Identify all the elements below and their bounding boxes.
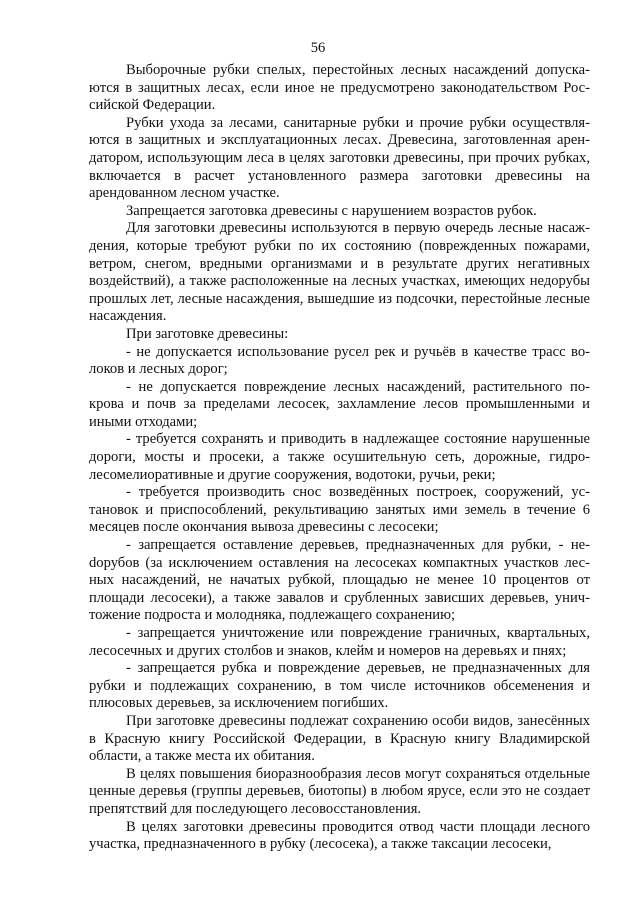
- paragraph: При заготовке древесины:: [126, 325, 289, 342]
- paragraph: Выборочные рубки спелых, перестойных лесных насаждений допускаются в защитных лесах, если иное не предусмотрено законодательством Российской Федерации.: [89, 62, 590, 114]
- paragraph: В целях заготовки древесины проводится отвод части площади лесного участка, предназначенного в рубку (лесосека), а также таксации лесосеки,: [89, 818, 590, 853]
- list-item: - запрещается уничтожение или повреждение граничных, квартальных, лесосечных и других столбов и знаков, клейм и номеров на деревьях и пнях;: [89, 625, 590, 659]
- paragraph: В целях повышения биоразнообразия лесов могут сохраняться отдельные ценные деревья (группы деревьев, биотопы) в любом ярусе, если это не создает препятствий для последующего лесовосстановления.: [89, 765, 590, 817]
- page-number: 56: [310, 40, 326, 56]
- list-item: - запрещается рубка и повреждение деревьев, не предназначенных для рубки и подлежащих сохранению, в том числе источников обсеменения и плюсовых деревьев, за исключением погибших.: [89, 660, 590, 712]
- list-item: - запрещается оставление деревьев, предназначенных для рубки, - неdорубов (за исключением оставления на лесосеках компактных участков лесных насаждений, не начатых рубкой, площадью не менее 10 процентов от площади лесосеки), а также завалов и срубленных зависших деревьев, уничтожение подроста и молодняка, подлежащего сохранению;: [89, 537, 590, 624]
- list-item: - не допускается использование русел рек и ручьёв в качестве трасс волоков и лесных дорог;: [89, 343, 590, 378]
- document-body: [89, 62, 590, 854]
- paragraph: Для заготовки древесины используются в первую очередь лесные насаждения, которые требуют рубки по их состоянию (поврежденных пожарами, ветром, снегом, вредными организмами и в результате других негативных воздействий), а также расположенные на лесных участках, имеющих недорубы прошлых лет, лесные насаждения, вышедшие из подсочки, перестойные лесные насаждения.: [89, 220, 590, 325]
- list-item: - не допускается повреждение лесных насаждений, растительного покрова и почв за пределами лесосек, захламление лесов промышленными и иными отходами;: [89, 378, 590, 430]
- list-item: - требуется сохранять и приводить в надлежащее состояние нарушенные дороги, мосты и просеки, а также осушительную сеть, дорожные, гидролесомелиоративные и другие сооружения, водотоки, ручьи, реки;: [89, 431, 590, 483]
- paragraph: При заготовке древесины подлежат сохранению особи видов, занесённых в Красную книгу Российской Федерации, в Красную книгу Владимирской области, а также места их обитания.: [89, 712, 590, 765]
- list-item: - требуется производить снос возведённых построек, сооружений, установок и приспособлений, рекультивацию занятых ими земель в течение 6 месяцев после окончания вывоза древесины с лесосеки;: [89, 484, 590, 536]
- paragraph: Рубки ухода за лесами, санитарные рубки и прочие рубки осуществляются в защитных и эксплуатационных лесах. Древесина, заготовленная арендатором, использующим леса в целях заготовки древесины, при прочих рубках, включается в расчет установленного размера заготовки древесины на арендованном лесном участке.: [89, 114, 590, 202]
- paragraph: Запрещается заготовка древесины с нарушением возрастов рубок.: [126, 202, 537, 219]
